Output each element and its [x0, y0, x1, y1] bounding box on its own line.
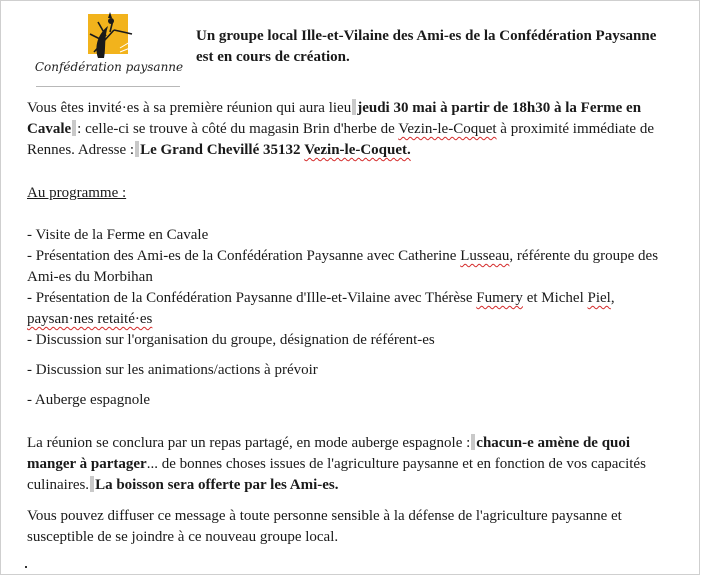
list-item-text: et Michel — [526, 290, 584, 306]
spellcheck-word: Fumery — [476, 290, 523, 306]
intro-text-1: Vous êtes invité·es à sa première réunion qui aura lieu — [27, 100, 352, 116]
spellcheck-word: Lusseau — [460, 248, 510, 264]
comment-marker — [471, 434, 475, 450]
comment-marker — [72, 120, 76, 136]
comment-marker — [90, 476, 94, 492]
spellcheck-word: Vezin-le-Coquet — [398, 121, 497, 137]
farmer-emblem-icon — [80, 8, 136, 60]
logo-rule — [36, 86, 180, 87]
spellcheck-word: Piel — [587, 290, 611, 306]
list-item: - Discussion sur les animations/actions à prévoir — [27, 362, 318, 378]
comment-marker — [352, 99, 356, 115]
intro-event-date: jeudi 30 mai à partir de 18h30 à la Ferme en Cavale — [27, 100, 642, 137]
list-item — [27, 246, 682, 288]
intro-paragraph — [27, 98, 682, 161]
comment-marker — [135, 141, 139, 157]
footer-paragraph: Vous pouvez diffuser ce message à toute personne sensible à la défense de l'agriculture paysanne et susceptible de se joindre à ce nouveau groupe local. — [27, 508, 622, 545]
spellcheck-word: paysan·nes retaité·es — [27, 311, 153, 327]
intro-text-3: à proximité immédiate de Rennes. Adresse : — [27, 121, 654, 158]
intro-text-2: : celle-ci se trouve à côté du magasin Brin d'herbe de — [77, 121, 395, 137]
list-item-text: , référente du groupe des Ami-es du Morbihan — [27, 248, 659, 285]
confederation-paysanne-logo — [34, 8, 184, 88]
list-item-text: - Présentation des Ami-es de la Confédération Paysanne avec Catherine — [27, 248, 457, 264]
closing-text-1: La réunion se conclura par un repas partagé, en mode auberge espagnole : — [27, 435, 471, 451]
logo-text: Confédération paysanne — [34, 60, 184, 74]
list-item: - Auberge espagnole — [27, 392, 151, 408]
intro-address: Le Grand Chevillé 35132 — [140, 142, 301, 158]
closing-text-2: ... de bonnes choses issues de l'agriculture paysanne et en fonction de vos capacités culinaires. — [27, 456, 646, 493]
closing-paragraph — [27, 433, 682, 496]
list-item-text: - Présentation de la Confédération Paysanne d'Ille-et-Vilaine avec Thérèse — [27, 290, 473, 306]
list-item: - Discussion sur l'organisation du groupe, désignation de référent-es — [27, 332, 435, 348]
stray-dot — [25, 566, 27, 568]
list-item-text: , — [610, 290, 615, 306]
closing-bold-2: La boisson sera offerte par les Ami-es. — [95, 477, 339, 493]
closing-bold-1: chacun-e amène de quoi manger à partager — [27, 435, 631, 472]
list-item: - Visite de la Ferme en Cavale — [27, 227, 209, 243]
programme-list — [27, 225, 682, 411]
page-title: Un groupe local Ille-et-Vilaine des Ami-es de la Confédération Paysanne est en cours de création. — [196, 28, 657, 65]
list-item — [27, 288, 682, 330]
programme-heading: Au programme : — [27, 185, 127, 201]
intro-address-town: Vezin-le-Coquet. — [304, 142, 411, 158]
